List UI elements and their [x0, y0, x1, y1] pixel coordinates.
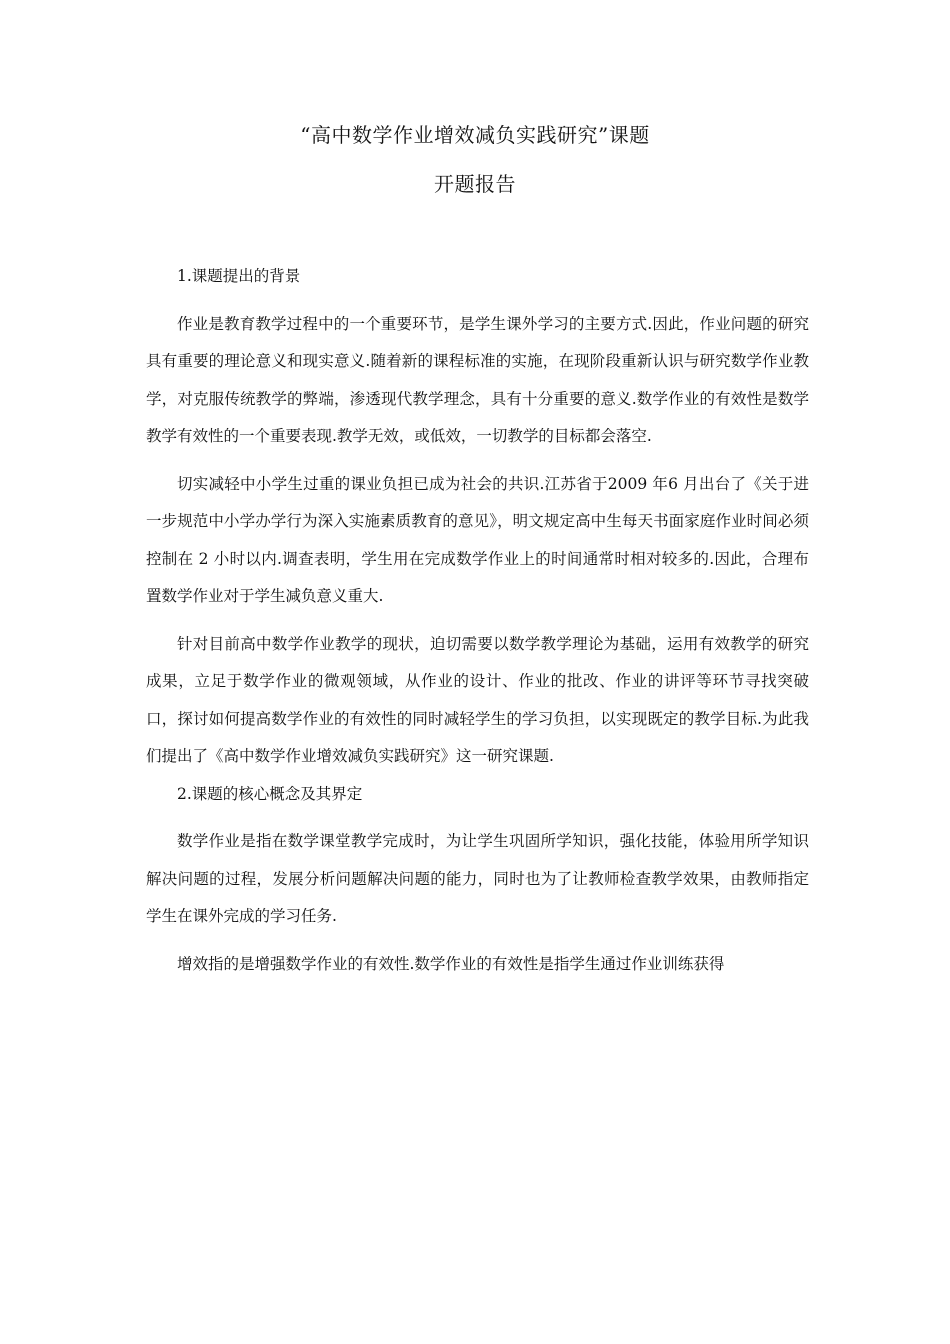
- section-1-paragraph-3: 针对目前高中数学作业教学的现状，迫切需要以数学教学理论为基础，运用有效教学的研究成果，立足于数学作业的微观领域，从作业的设计、作业的批改、作业的讲评等环节寻找突破口，探讨如何提高数学作业的有效性的同时减轻学生的学习负担，以实现既定的教学目标.为此我们提出了《高中数学作业增效减负实践研究》这一研究课题.: [146, 634, 809, 765]
- section-2-heading: 2.课题的核心概念及其界定: [177, 784, 363, 803]
- section-2-paragraph-1: 数学作业是指在数学课堂教学完成时，为让学生巩固所学知识，强化技能，体验用所学知识解决问题的过程，发展分析问题解决问题的能力，同时也为了让教师检查教学效果，由教师指定学生在课外完成的学习任务.: [146, 832, 809, 925]
- report-title: “高中数学作业增效减负实践研究”课题: [300, 123, 650, 147]
- report-body: [146, 258, 809, 983]
- section-2-paragraph-2: 增效指的是增强数学作业的有效性.数学作业的有效性是指学生通过作业训练获得: [177, 954, 725, 973]
- section-1-heading: 1.课题提出的背景: [177, 267, 301, 285]
- report-subtitle: 开题报告: [434, 172, 516, 196]
- section-1-paragraph-2: 切实减轻中小学生过重的课业负担已成为社会的共识.江苏省于2009 年6 月出台了《关于进一步规范中小学办学行为深入实施素质教育的意见》，明文规定高中生每天书面家庭作业时间必须控制在 2 小时以内.调查表明，学生用在完成数学作业上的时间通常时相对较多的.因此，合理布置数学作业对于学生减负意义重大.: [146, 474, 809, 605]
- section-1-paragraph-1: 作业是教育教学过程中的一个重要环节，是学生课外学习的主要方式.因此，作业问题的研究具有重要的理论意义和现实意义.随着新的课程标准的实施，在现阶段重新认识与研究数学作业教学，对克服传统教学的弊端，渗透现代教学理念，具有十分重要的意义.数学作业的有效性是数学教学有效性的一个重要表现.教学无效，或低效，一切教学的目标都会落空.: [146, 314, 809, 445]
